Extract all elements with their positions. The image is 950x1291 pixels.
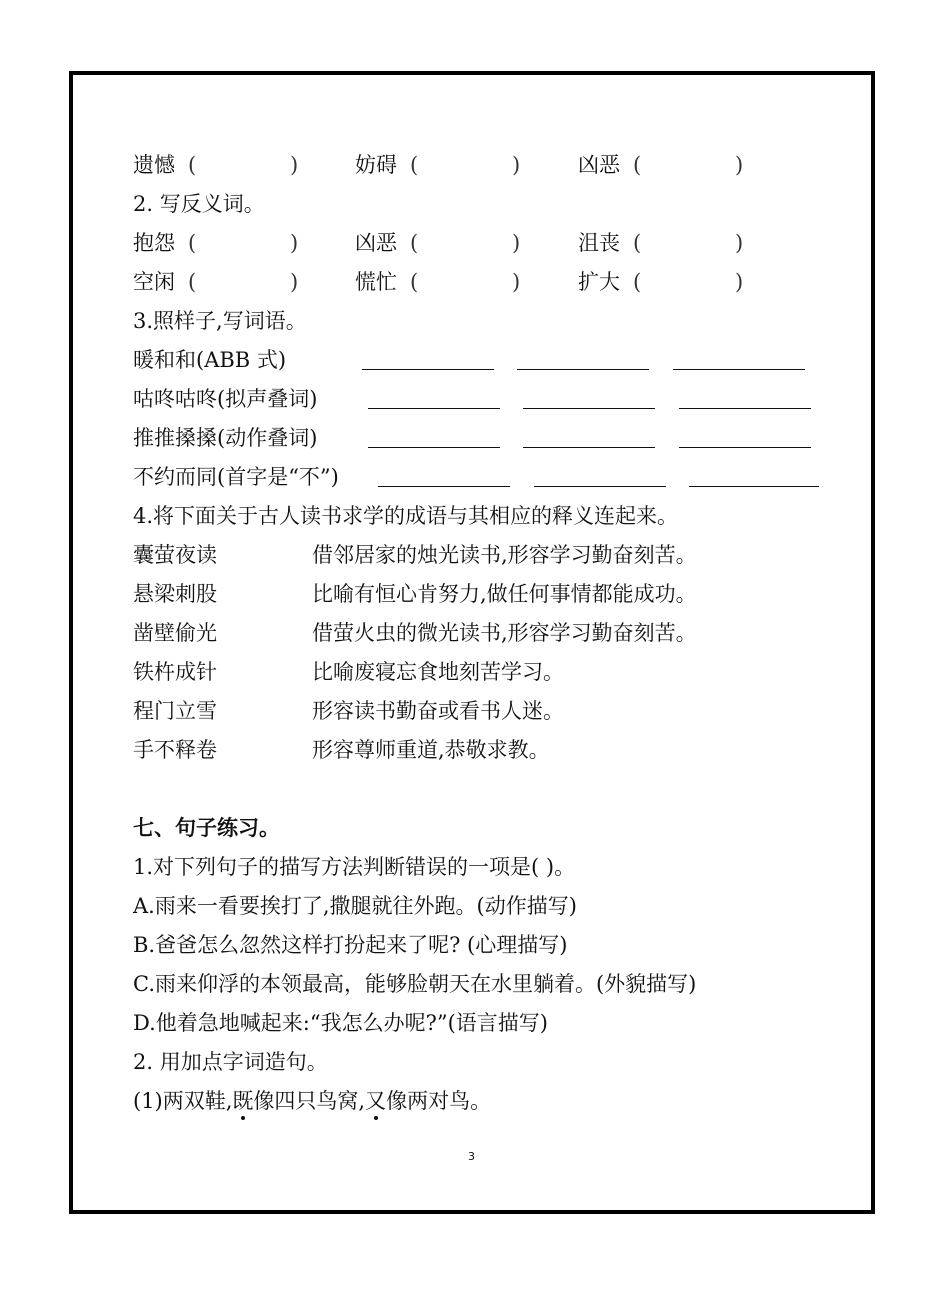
answer-blank[interactable] <box>534 486 666 487</box>
definition-item[interactable]: 比喻废寝忘食地刻苦学习。 <box>312 660 564 684</box>
vocab-word: 凶恶 <box>578 153 620 177</box>
definition-item[interactable]: 形容读书勤奋或看书人迷。 <box>312 699 564 723</box>
paren-open: ( <box>410 270 419 294</box>
definition-item[interactable]: 借邻居家的烛光读书,形容学习勤奋刻苦。 <box>312 543 697 567</box>
question-2-title: 2. 写反义词。 <box>133 192 265 216</box>
section-7-question-2: 2. 用加点字词造句。 <box>133 1050 328 1074</box>
answer-blank[interactable] <box>523 447 655 448</box>
definition-item[interactable]: 借萤火虫的微光读书,形容学习勤奋刻苦。 <box>312 621 697 645</box>
vocab-word: 遗憾 <box>133 153 175 177</box>
paren-open: ( <box>188 231 197 255</box>
section-7-question-1: 1.对下列句子的描写方法判断错误的一项是( )。 <box>133 855 576 879</box>
answer-blank[interactable] <box>362 369 494 370</box>
idiom-item[interactable]: 程门立雪 <box>133 699 217 723</box>
paren-close: ) <box>735 270 744 294</box>
answer-blank[interactable] <box>673 369 805 370</box>
paren-close: ) <box>290 231 299 255</box>
page-number: 3 <box>468 1150 475 1163</box>
paren-close: ) <box>735 231 744 255</box>
answer-blank[interactable] <box>368 447 500 448</box>
answer-blank[interactable] <box>378 486 510 487</box>
idiom-item[interactable]: 囊萤夜读 <box>133 543 217 567</box>
idiom-item[interactable]: 悬梁刺股 <box>133 582 217 606</box>
paren-close: ) <box>512 231 521 255</box>
antonym-word: 扩大 <box>578 270 620 294</box>
paren-open: ( <box>633 231 642 255</box>
answer-blank[interactable] <box>523 408 655 409</box>
pattern-label: 不约而同(首字是“不”) <box>133 465 339 489</box>
answer-blank[interactable] <box>517 369 649 370</box>
idiom-item[interactable]: 手不释卷 <box>133 738 217 762</box>
antonym-word: 慌忙 <box>355 270 397 294</box>
sentence-middle: 像四只鸟窝, <box>253 1089 366 1113</box>
paren-close: ) <box>735 153 744 177</box>
paren-open: ( <box>188 153 197 177</box>
option-c[interactable]: C.雨来仰浮的本领最高，能够脸朝天在水里躺着。(外貌描写) <box>133 972 697 996</box>
answer-blank[interactable] <box>689 486 819 487</box>
option-a[interactable]: A.雨来一看要挨打了,撒腿就往外跑。(动作描写) <box>133 894 577 918</box>
definition-item[interactable]: 形容尊师重道,恭敬求教。 <box>312 738 550 762</box>
dotted-char-ji: 既 <box>232 1089 254 1113</box>
answer-blank[interactable] <box>368 408 500 409</box>
option-b[interactable]: B.爸爸怎么忽然这样打扮起来了呢? (心理描写) <box>133 933 568 957</box>
vocab-word: 妨碍 <box>355 153 397 177</box>
idiom-item[interactable]: 铁杵成针 <box>133 660 217 684</box>
idiom-item[interactable]: 凿壁偷光 <box>133 621 217 645</box>
section-7-heading: 七、句子练习。 <box>133 815 280 840</box>
paren-open: ( <box>410 231 419 255</box>
pattern-label: 推推搡搡(动作叠词) <box>133 426 318 450</box>
paren-open: ( <box>633 153 642 177</box>
paren-close: ) <box>290 270 299 294</box>
question-4-title: 4.将下面关于古人读书求学的成语与其相应的释义连起来。 <box>133 504 679 528</box>
antonym-word: 空闲 <box>133 270 175 294</box>
sentence-suffix: 像两对鸟。 <box>386 1089 492 1113</box>
paren-open: ( <box>633 270 642 294</box>
antonym-word: 抱怨 <box>133 231 175 255</box>
paren-close: ) <box>512 270 521 294</box>
paren-open: ( <box>410 153 419 177</box>
option-d[interactable]: D.他着急地喊起来:“我怎么办呢?”(语言描写) <box>133 1011 548 1035</box>
antonym-word: 凶恶 <box>355 231 397 255</box>
paren-close: ) <box>512 153 521 177</box>
paren-close: ) <box>290 153 299 177</box>
answer-blank[interactable] <box>679 447 811 448</box>
dotted-char-you: 又 <box>365 1089 387 1113</box>
paren-open: ( <box>188 270 197 294</box>
pattern-label: 暖和和(ABB 式) <box>133 348 287 372</box>
sentence-prompt-1 <box>133 1088 491 1114</box>
antonym-word: 沮丧 <box>578 231 620 255</box>
question-3-title: 3.照样子,写词语。 <box>133 309 307 333</box>
definition-item[interactable]: 比喻有恒心肯努力,做任何事情都能成功。 <box>312 582 697 606</box>
answer-blank[interactable] <box>679 408 811 409</box>
pattern-label: 咕咚咕咚(拟声叠词) <box>133 387 318 411</box>
sentence-prefix: (1)两双鞋, <box>133 1089 233 1113</box>
